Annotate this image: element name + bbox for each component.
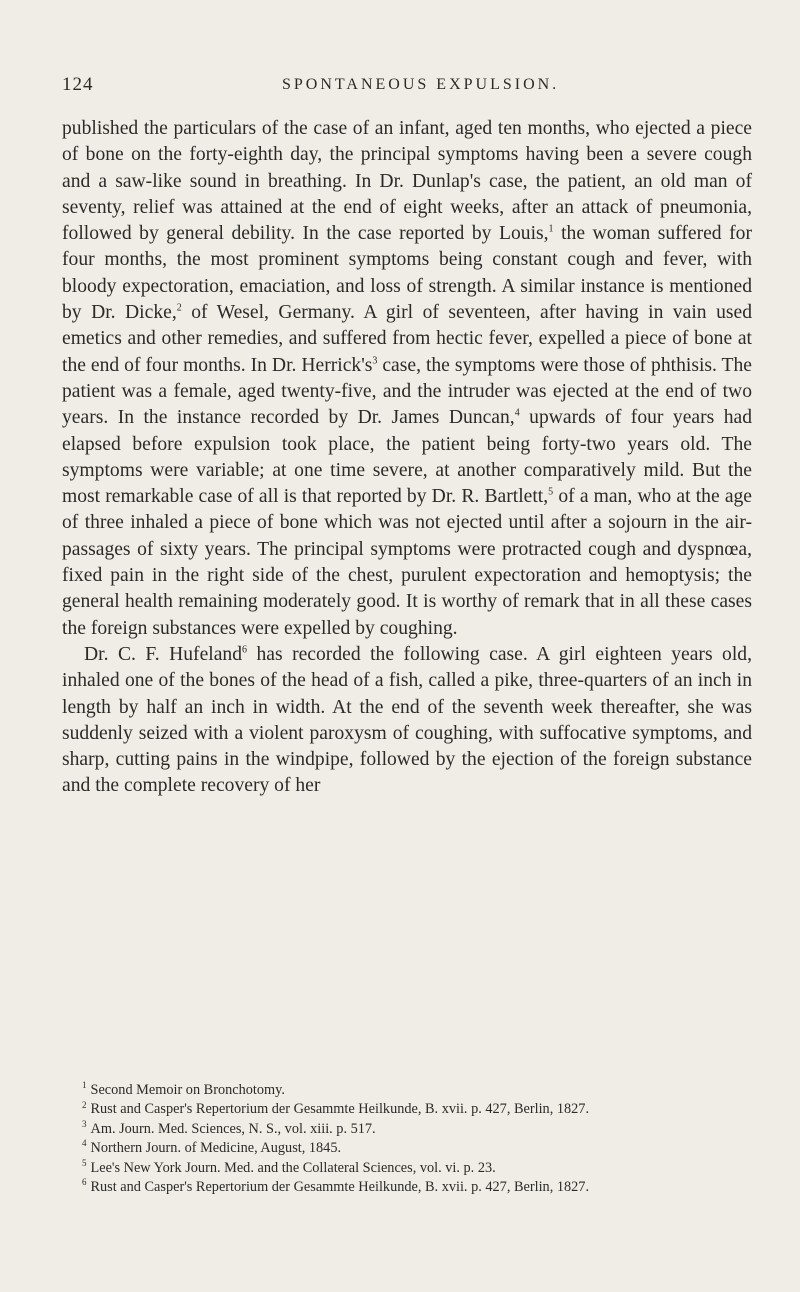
footnote [62,1081,752,1100]
footnote [62,1120,752,1139]
footnote-mark: 5 [82,1157,87,1168]
text-run: of a man, who at the age of three inhaled a piece of bone which was not ejected until after a sojourn in the air-passages of sixty years. The principal symptoms were protracted cough and dyspnœa, fixed pain in the right side of the chest, purulent expectoration and hemoptysis; the general health remaining moderately good. It is worthy of remark that in all these cases the foreign substances were expelled by coughing. [62,486,753,639]
footnote-text: Lee's New York Journ. Med. and the Collateral Sciences, vol. vi. p. 23. [90,1159,496,1176]
footnote-text: Rust and Casper's Repertorium der Gesammte Heilkunde, B. xvii. p. 427, Berlin, 1827. [90,1101,590,1118]
footnote-ref: 6 [242,644,248,656]
footnote-text: Northern Journ. of Medicine, August, 1845. [90,1140,342,1157]
footnote-ref: 4 [514,407,520,419]
footnote-ref: 1 [548,223,554,235]
footnote-mark: 6 [82,1177,87,1188]
page-number: 124 [62,74,94,95]
footnote-text: Am. Journ. Med. Sciences, N. S., vol. xiii. p. 517. [90,1120,376,1137]
footnote-ref: 2 [176,302,182,314]
footnote-mark: 3 [82,1119,87,1130]
footnote-mark: 1 [82,1080,87,1091]
text-run: case, the symptoms were those of phthisis. The patient was a female, aged twenty-five, and the intruder was ejected at the end of two years. In the instance recorded by Dr. James Duncan, [62,354,752,429]
text-run: has recorded the following case. A girl eighteen years old, inhaled one of the bones of the head of a fish, called a pike, three-quarters of an inch in length by half an inch in width. At the end of the seventh week thereafter, she was suddenly seized with a violent paroxysm of coughing, with suffocative symptoms, and sharp, cutting pains in the windpipe, followed by the ejection of the foreign substance and the complete recovery of her [62,643,752,797]
body-text [62,116,752,800]
footnote-mark: 4 [82,1138,87,1149]
text-run: published the particulars of the case of an infant, aged ten months, who ejected a piece of bone on the forty-eighth day, the principal symptoms having been a severe cough and a saw-like sound in breathing. In Dr. Dunlap's case, the patient, an old man of seventy, relief was attained at the end of eight weeks, after an attack of pneumonia, followed by general debility. In the case reported by Louis, [62,118,752,245]
paragraph-1 [62,116,752,642]
page-header [62,74,752,102]
footnote-text: Second Memoir on Bronchotomy. [90,1082,285,1098]
footnote-ref: 5 [548,486,554,498]
footnote [62,1100,752,1119]
running-head: SPONTANEOUS EXPULSION. [282,76,560,93]
footnotes [62,1081,752,1197]
text-run: the woman suffered for four months, the most prominent symptoms being constant cough and fever, with bloody expectoration, emaciation, and loss of strength. A similar instance is mentioned by Dr. Dicke, [62,223,752,324]
footnote [62,1159,752,1178]
footnote-ref: 3 [372,355,378,367]
footnote [62,1178,752,1197]
paragraph-2 [62,642,752,800]
text-run: Dr. C. F. Hufeland [84,643,243,665]
footnote-text: Rust and Casper's Repertorium der Gesammte Heilkunde, B. xvii. p. 427, Berlin, 1827. [90,1179,590,1196]
footnote [62,1139,752,1158]
text-run: upwards of four years had elapsed before expulsion took place, the patient being forty-two years old. The symptoms were variable; at one time severe, at another comparatively mild. But the most remarkable case of all is that reported by Dr. R. Bartlett, [62,407,753,508]
footnote-mark: 2 [82,1099,87,1110]
text-run: of Wesel, Germany. A girl of seventeen, after having in vain used emetics and other remedies, and suffered from hectic fever, expelled a piece of bone at the end of four months. In Dr. Herrick's [62,302,752,376]
